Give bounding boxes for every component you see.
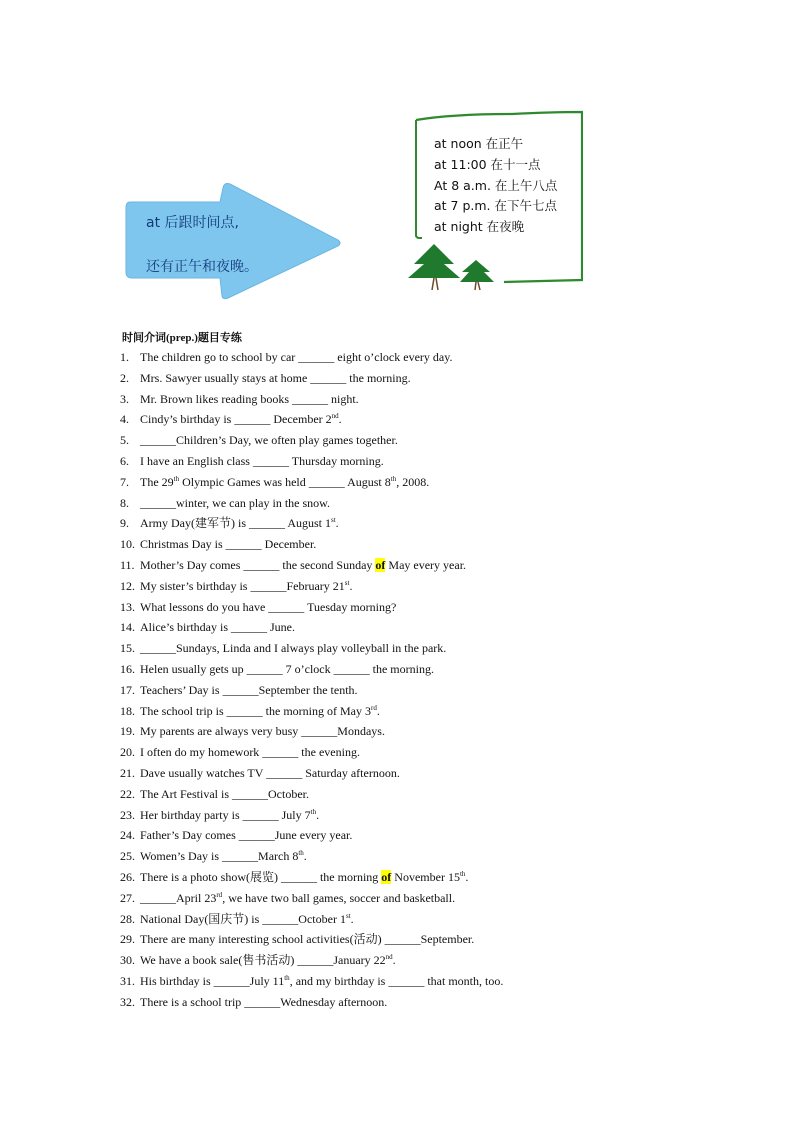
question-text: There is a school trip ______Wednesday afternoon. <box>140 994 388 1009</box>
question-number: 18. <box>120 703 135 718</box>
question-number: 5. <box>120 433 129 448</box>
question-number: 29. <box>120 932 135 947</box>
question-number: 13. <box>120 599 135 614</box>
example-line: at 11:00 在十一点 <box>434 157 541 172</box>
question-number: 14. <box>120 620 135 635</box>
question-text: ______winter, we can play in the snow. <box>140 495 331 510</box>
question-number: 7. <box>120 474 129 489</box>
question-number: 23. <box>120 807 135 822</box>
question-text: November 15 <box>391 870 460 884</box>
question-number: 12. <box>120 578 135 593</box>
question-number: 22. <box>120 786 135 801</box>
question-number: 11. <box>120 558 135 572</box>
question-item <box>120 411 680 432</box>
question-item <box>120 536 680 557</box>
question-text: . <box>350 911 354 926</box>
question-item <box>120 807 680 828</box>
question-text: , and my birthday is ______ that month, too. <box>289 974 504 988</box>
ordinal-suffix: th <box>459 870 466 878</box>
question-text: The Art Festival is ______October. <box>140 786 309 801</box>
ordinal-suffix: rd <box>370 703 377 712</box>
question-text: There is a photo show(展览) ______ the morning <box>140 870 382 884</box>
pine-trees-icon <box>406 244 498 292</box>
question-text: Mr. Brown likes reading books ______ night. <box>140 391 359 406</box>
question-item <box>120 911 680 932</box>
ordinal-suffix: nd <box>331 412 339 421</box>
question-text: Her birthday party is ______ July 7 <box>140 807 311 822</box>
question-item <box>120 515 680 536</box>
question-text: . <box>376 703 380 718</box>
question-item <box>120 578 680 599</box>
question-item <box>120 619 680 640</box>
question-number: 4. <box>120 412 129 427</box>
question-number: 17. <box>120 682 135 697</box>
question-text: . <box>392 953 396 968</box>
question-item <box>120 703 680 724</box>
question-text: . <box>465 870 469 884</box>
ordinal-suffix: th <box>298 849 304 858</box>
question-text: National Day(国庆节) is ______October 1 <box>140 911 346 926</box>
question-text: . <box>338 412 342 427</box>
question-number: 24. <box>120 828 135 843</box>
question-item <box>120 349 680 370</box>
question-number: 2. <box>120 370 129 385</box>
question-item <box>120 890 680 911</box>
question-number: 30. <box>120 953 135 968</box>
question-text: What lessons do you have ______ Tuesday morning? <box>140 599 397 614</box>
question-text: Women’s Day is ______March 8 <box>140 849 299 864</box>
question-item <box>120 973 680 994</box>
question-text: Teachers’ Day is ______September the tenth. <box>140 682 358 697</box>
ordinal-suffix: th <box>284 974 290 982</box>
question-text: . <box>316 807 320 822</box>
question-item <box>120 432 680 453</box>
example-line: At 8 a.m. 在上午八点 <box>434 178 558 193</box>
question-number: 27. <box>120 890 135 905</box>
question-item <box>120 765 680 786</box>
question-number: 6. <box>120 454 129 468</box>
question-number: 15. <box>120 641 135 656</box>
question-item <box>120 952 680 973</box>
question-text: Cindy’s birthday is ______ December 2 <box>140 412 332 427</box>
question-item <box>120 744 680 765</box>
question-text: ______Children’s Day, we often play games together. <box>140 433 398 448</box>
highlighted-word: of <box>375 558 386 572</box>
question-text: I have an English class ______ Thursday morning. <box>140 454 384 468</box>
question-item <box>120 453 680 474</box>
question-number: 21. <box>120 766 135 780</box>
question-text: ______Sundays, Linda and I always play volleyball in the park. <box>140 641 447 656</box>
question-number: 10. <box>120 537 135 552</box>
exercise-title: 时间介词(prep.)题目专练 <box>122 332 242 344</box>
question-number: 31. <box>120 974 135 988</box>
question-text: There are many interesting school activities(活动) ______September. <box>140 932 475 947</box>
question-text: . <box>335 516 339 531</box>
question-text: His birthday is ______July 11 <box>140 974 285 988</box>
example-line: at noon 在正午 <box>434 136 524 151</box>
question-item <box>120 931 680 952</box>
question-text: I often do my homework ______ the evening. <box>140 745 360 760</box>
question-text: The school trip is ______ the morning of May 3 <box>140 703 371 718</box>
question-text: Christmas Day is ______ December. <box>140 537 317 552</box>
question-text: May every year. <box>385 558 467 572</box>
question-item <box>120 370 680 391</box>
question-number: 20. <box>120 745 135 760</box>
question-text: My sister’s birthday is ______February 21 <box>140 578 345 593</box>
question-text: Mrs. Sawyer usually stays at home ______ the morning. <box>140 370 411 385</box>
question-number: 16. <box>120 662 135 676</box>
question-item <box>120 391 680 412</box>
question-text: . <box>303 849 307 864</box>
question-text: , we have two ball games, soccer and basketball. <box>222 890 456 905</box>
question-number: 19. <box>120 724 135 739</box>
question-item <box>120 495 680 516</box>
question-text: Dave usually watches TV ______ Saturday afternoon. <box>140 766 400 780</box>
ordinal-suffix: th <box>310 807 317 816</box>
question-text: We have a book sale(售书活动) ______January 22 <box>140 953 386 968</box>
question-item <box>120 848 680 869</box>
question-text: Father’s Day comes ______June every year. <box>140 828 353 843</box>
question-item <box>120 786 680 807</box>
question-item <box>120 994 680 1015</box>
ordinal-suffix: nd <box>385 953 393 962</box>
ordinal-suffix: th <box>173 474 180 483</box>
arrow-note-line-2: 还有正午和夜晚。 <box>146 259 258 275</box>
question-number: 32. <box>120 994 135 1009</box>
ordinal-suffix: st <box>344 578 350 587</box>
question-text: Helen usually gets up ______ 7 o’clock ______ the morning. <box>140 662 434 676</box>
ordinal-suffix: rd <box>216 890 223 899</box>
arrow-callout-shape <box>124 182 342 302</box>
question-text: Olympic Games was held ______ August 8 <box>179 474 391 489</box>
question-text: Alice’s birthday is ______ June. <box>140 620 295 635</box>
question-number: 8. <box>120 495 129 510</box>
ordinal-suffix: st <box>345 911 351 920</box>
question-text: The 29 <box>140 474 174 489</box>
question-item <box>120 723 680 744</box>
question-item <box>120 661 680 682</box>
question-item <box>120 682 680 703</box>
question-text: Army Day(建军节) is ______ August 1 <box>140 516 331 531</box>
question-text: My parents are always very busy ______Mondays. <box>140 724 385 739</box>
question-item <box>120 557 680 578</box>
question-item <box>120 599 680 620</box>
question-item <box>120 640 680 661</box>
question-number: 1. <box>120 350 129 364</box>
question-item <box>120 827 680 848</box>
question-item <box>120 869 680 890</box>
question-text: The children go to school by car ______ eight o’clock every day. <box>140 350 453 364</box>
question-text: . <box>349 578 353 593</box>
question-text: , 2008. <box>396 474 430 489</box>
question-text: Mother’s Day comes ______ the second Sunday <box>140 558 376 572</box>
example-line: at 7 p.m. 在下午七点 <box>434 198 557 213</box>
ordinal-suffix: th <box>390 474 397 483</box>
question-number: 25. <box>120 849 135 864</box>
highlighted-word: of <box>381 870 392 884</box>
example-line: at night 在夜晚 <box>434 219 525 234</box>
arrow-note-line-1: at 后跟时间点, <box>146 215 239 231</box>
ordinal-suffix: st <box>331 516 336 525</box>
question-number: 28. <box>120 911 135 926</box>
question-number: 3. <box>120 391 129 406</box>
question-number: 26. <box>120 870 135 884</box>
question-number: 9. <box>120 516 129 531</box>
question-text: ______April 23 <box>140 890 217 905</box>
question-item <box>120 474 680 495</box>
